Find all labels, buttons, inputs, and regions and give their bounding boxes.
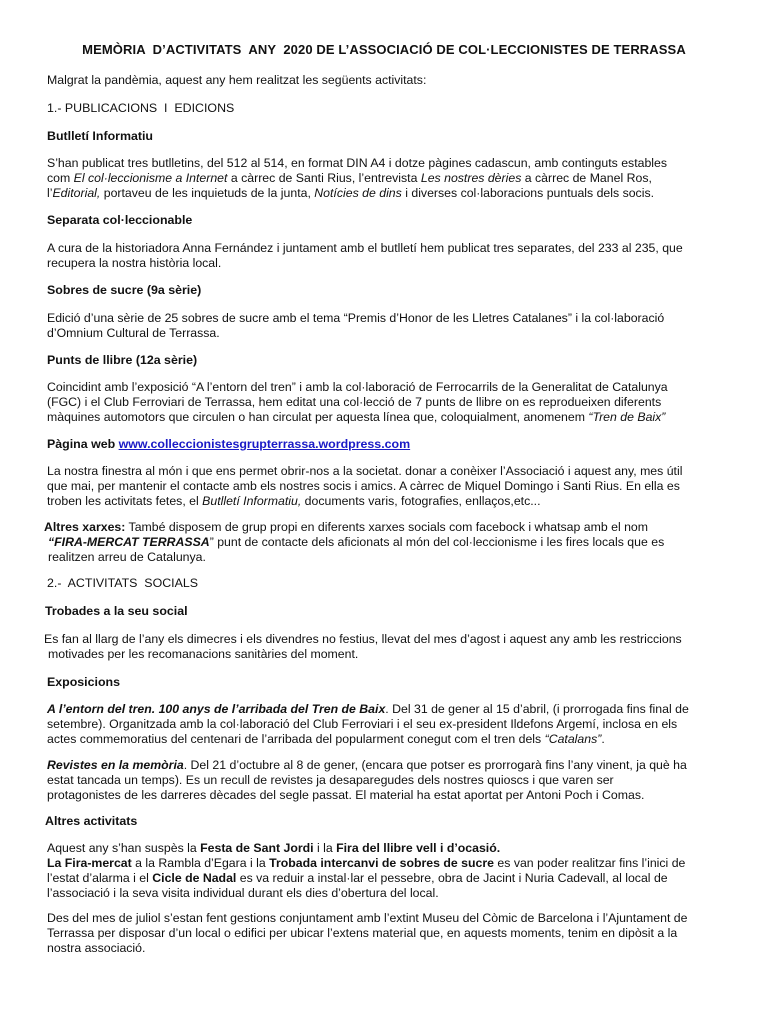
text-line: realitzen arreu de Catalunya.: [48, 549, 206, 564]
text-line: l’Editorial, portaveu de les inquietuds de la junta, Notícies de dins i diverses col·laboracions puntuals dels socis.: [47, 185, 655, 200]
heading-altres-activitats: Altres activitats: [45, 814, 138, 828]
text-line: Altres xarxes: També disposem de grup propi en diferents xarxes socials com facebock i whatsap amb el nom: [44, 520, 649, 534]
paragraph-punts: [47, 380, 737, 425]
text-line: Revistes en la memòria. Del 21 d’octubre al 8 de gener, (encara que potser es prorrogarà fins l’any vinent, ja què ha: [47, 758, 687, 772]
heading-butlleti: Butlletí Informatiu: [47, 129, 154, 143]
heading-web: Pàgina web www.colleccionistesgrupterrassa.wordpress.com: [47, 437, 411, 451]
text-line: Coincidint amb l’exposició “A l’entorn del tren” i amb la col·laboració de Ferrocarrils de la Generalitat de Catalunya: [47, 380, 668, 394]
text-line: l’estat d’alarma i el Cicle de Nadal es va reduir a instal·lar el pessebre, obra de Jacint i Nuria Cadevall, al local de: [47, 870, 668, 885]
text-line: troben les activitats fetes, el Butlletí Informatiu, documents varis, fotografies, enllaços,etc...: [47, 493, 541, 508]
text-line: nostra associació.: [47, 940, 146, 955]
text-line: A l’entorn del tren. 100 anys de l’arribada del Tren de Baix. Del 31 de gener al 15 d’abril, (i prorrogada fins final de: [47, 702, 689, 716]
text-line: S’han publicat tres butlletins, del 512 al 514, en format DIN A4 i dotze pàgines cadascun, amb continguts estables: [47, 156, 668, 170]
paragraph-trobades: [44, 632, 734, 662]
intro-paragraph: Malgrat la pandèmia, aquest any hem realitzat les següents activitats:: [47, 73, 427, 87]
text-line: Des del mes de juliol s’estan fent gestions conjuntament amb l’extint Museu del Còmic de Barcelona i l’Ajuntament de: [47, 911, 688, 925]
text-line: “FIRA-MERCAT TERRASSA” punt de contacte dels aficionats al món del col·leccionisme i les fires locals que es: [48, 534, 665, 549]
paragraph-sobres: [47, 311, 737, 341]
text-line: l’associació i la seva visita individual durant els dies d’obertura del local.: [47, 885, 439, 900]
text-line: A cura de la historiadora Anna Fernández i juntament amb el butlletí hem publicat tres separates, del 233 al 235, que: [47, 241, 683, 255]
text-line: Edició d’una sèrie de 25 sobres de sucre amb el tema “Premis d’Honor de les Lletres Catalanes” i la col·laboració: [47, 311, 665, 325]
text-line: actes commemoratius del centenari de l’arribada del popularment conegut com el tren dels “Catalans”.: [47, 731, 605, 746]
paragraph-separata: [47, 241, 737, 271]
text-line: La nostra finestra al món i que ens permet obrir-nos a la societat. donar a conèixer l’Associació i aquest any, mes útil: [47, 464, 683, 478]
paragraph-butlleti: [47, 156, 737, 201]
paragraph-web: [47, 464, 737, 509]
text-line: Aquest any s’han suspès la Festa de Sant Jordi i la Fira del llibre vell i d’ocasió.: [47, 841, 501, 855]
heading-sobres: Sobres de sucre (9a sèrie): [47, 283, 202, 297]
text-line: que mai, per mantenir el contacte amb els nostres socis i amics. A càrrec de Miquel Domingo i Santi Rius. En ella es: [47, 478, 680, 493]
text-line: màquines automotors que circulen o han circulat per aquesta línea que, coloquialment, anomenem “Tren de Baix”: [47, 409, 666, 424]
heading-punts: Punts de llibre (12a sèrie): [47, 353, 198, 367]
paragraph-altres-activitats: [47, 841, 737, 901]
website-link[interactable]: www.colleccionistesgrupterrassa.wordpress.com: [118, 437, 411, 451]
text-line: setembre). Organitzada amb la col·laboració del Club Ferroviari i el seu ex-president Ildefons Argemí, inclosa en els: [47, 716, 678, 731]
text-line: d’Omnium Cultural de Terrassa.: [47, 325, 220, 340]
text-line: com El col·leccionisme a Internet a càrrec de Santi Rius, l’entrevista Les nostres dèries a càrrec de Manel Ros,: [47, 170, 652, 185]
heading-trobades: Trobades a la seu social: [45, 604, 188, 618]
text-line: motivades per les recomanacions sanitàries del moment.: [48, 646, 359, 661]
paragraph-xarxes: [44, 520, 734, 565]
paragraph-exposicio-revistes: [47, 758, 737, 803]
section-heading-activitats: 2.- ACTIVITATS SOCIALS: [47, 576, 199, 590]
text-line: estat tancada un temps). Es un recull de revistes ja desaparegudes dels nostres quioscs i que varen ser: [47, 772, 614, 787]
text-line: Es fan al llarg de l’any els dimecres i els divendres no festius, llevat del mes d’agost i aquest any amb les restriccions: [44, 632, 682, 646]
paragraph-exposicio-tren: [47, 702, 737, 747]
heading-exposicions: Exposicions: [47, 675, 120, 689]
text-line: (FGC) i el Club Ferroviari de Terrassa, hem editat una col·lecció de 7 punts de llibre on es reprodueixen diferents: [47, 394, 662, 409]
section-heading-publicacions: 1.- PUBLICACIONS I EDICIONS: [47, 101, 235, 115]
heading-separata: Separata col·leccionable: [47, 213, 193, 227]
document-title: MEMÒRIA D’ACTIVITATS ANY 2020 DE L’ASSOCIACIÓ DE COL·LECCIONISTES DE TERRASSA: [82, 42, 686, 57]
paragraph-museu-comic: [47, 911, 737, 956]
text-line: recupera la nostra història local.: [47, 255, 222, 270]
text-line: La Fira-mercat a la Rambla d’Egara i la Trobada intercanvi de sobres de sucre es van poder realitzar fins l’inici de: [47, 855, 686, 870]
text-line: protagonistes de les darreres dècades del segle passat. El material ha estat aportat per Antoni Poch i Comas.: [47, 787, 645, 802]
text-line: Terrassa per disposar d’un local o edifici per ubicar l’extens material que, en aquests moments, tenim en dipòsit a la: [47, 925, 678, 940]
